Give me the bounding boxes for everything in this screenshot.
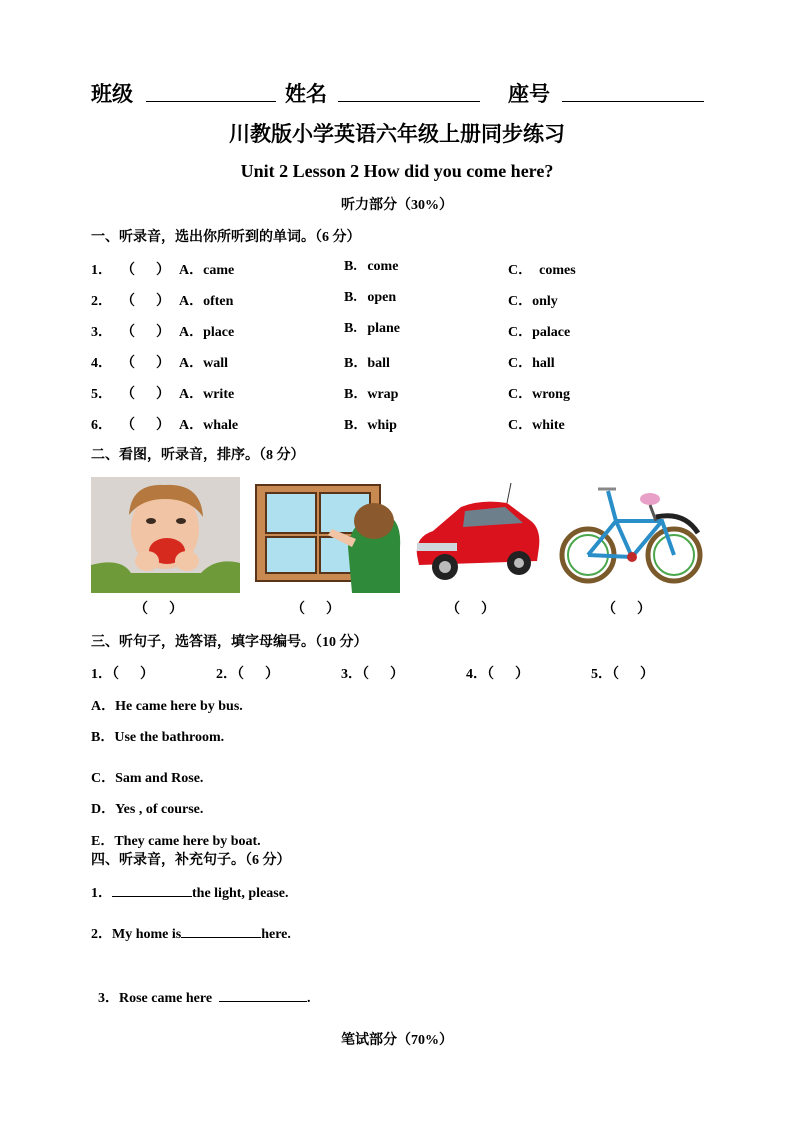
s4-item-3-num: 3． (98, 991, 119, 1006)
q-option-a-3: A．place (179, 325, 235, 340)
q-option-c-2: C．only (508, 294, 558, 309)
s4-item-2-num: 2． (91, 927, 112, 942)
q-option-b-1: B. come (344, 259, 399, 274)
boy-opening-window-icon (252, 477, 402, 593)
q-num-6: 6． (91, 418, 112, 433)
q-num-3: 3． (91, 325, 112, 340)
s3-blank-4[interactable]: 4．（ ） (466, 667, 529, 682)
q-answer-blank-1[interactable]: （ ） (121, 263, 170, 278)
class-input-line[interactable] (146, 101, 276, 102)
boy-eating-apple-icon (91, 477, 240, 593)
s4-item-2-blank[interactable] (181, 937, 261, 938)
s4-item-3-blank[interactable] (219, 1001, 307, 1002)
q-answer-blank-2[interactable]: （ ） (121, 294, 170, 309)
q-option-b-5: B．wrap (344, 387, 399, 402)
section4-heading: 四、听录音，补充句子。（6 分） (91, 853, 291, 868)
listening-title: 听力部分（30%） (341, 198, 453, 213)
bicycle-icon (558, 477, 706, 593)
section3-heading: 三、听句子，选答语，填字母编号。（10 分） (91, 635, 368, 650)
class-label: 班级 (91, 82, 133, 106)
unit-title: Unit 2 Lesson 2 How did you come here? (240, 161, 554, 181)
q-option-c-4: C．hall (508, 356, 555, 371)
s4-item-2-pre: My home is (112, 927, 182, 942)
s4-item-1-post: the light, please. (192, 886, 289, 901)
q-option-a-2: A．often (179, 294, 234, 309)
s3-option-c: C．Sam and Rose. (91, 771, 204, 786)
q-option-a-6: A．whale (179, 418, 239, 433)
q-num-2: 2． (91, 294, 112, 309)
s4-item-3-pre: Rose came here (119, 991, 216, 1006)
q-option-c-6: C．white (508, 418, 565, 433)
s4-item-3 (91, 971, 311, 1007)
s4-item-3-post: . (307, 991, 311, 1006)
q-num-5: 5． (91, 387, 112, 402)
q-num-1: 1． (91, 263, 112, 278)
q-option-c-3: C．palace (508, 325, 571, 340)
q-option-a-5: A．write (179, 387, 235, 402)
seat-input-line[interactable] (562, 101, 704, 102)
s4-item-2-post: here. (261, 927, 291, 942)
s4-item-1 (91, 882, 288, 902)
q-answer-blank-6[interactable]: （ ） (121, 418, 170, 433)
q-option-b-3: B. plane (344, 321, 401, 336)
s3-option-d: D．Yes , of course. (91, 802, 204, 817)
q-option-b-6: B．whip (344, 418, 397, 433)
name-input-line[interactable] (338, 101, 480, 102)
q-option-a-4: A．wall (179, 356, 228, 371)
q-answer-blank-4[interactable]: （ ） (121, 356, 170, 371)
q-option-c-5: C．wrong (508, 387, 570, 402)
s3-blank-3[interactable]: 3．（ ） (341, 667, 404, 682)
q-option-b-4: B．ball (344, 356, 390, 371)
q-option-b-2: B. open (344, 290, 397, 305)
picture4-blank[interactable]: （ ） (602, 602, 651, 617)
s3-blank-5[interactable]: 5．（ ） (591, 667, 654, 682)
written-section-title: 笔试部分（70%） (341, 1033, 453, 1048)
s4-item-2 (91, 923, 291, 943)
picture3-blank[interactable]: （ ） (446, 602, 495, 617)
section2-heading: 二、看图，听录音，排序。（8 分） (91, 448, 305, 463)
q-answer-blank-3[interactable]: （ ） (121, 325, 170, 340)
s4-item-1-num: 1． (91, 886, 112, 901)
red-car-icon (411, 477, 543, 593)
q-answer-blank-5[interactable]: （ ） (121, 387, 170, 402)
name-label: 姓名 (285, 82, 327, 106)
s3-blank-2[interactable]: 2．（ ） (216, 667, 279, 682)
picture1-blank[interactable]: （ ） (134, 602, 183, 617)
s4-item-1-blank[interactable] (112, 896, 192, 897)
seat-label: 座号 (508, 82, 550, 106)
q-num-4: 4． (91, 356, 112, 371)
picture2-blank[interactable]: （ ） (291, 602, 340, 617)
s3-blank-1[interactable]: 1．（ ） (91, 667, 154, 682)
s3-option-b: B．Use the bathroom. (91, 730, 225, 745)
s3-option-e: E．They came here by boat. (91, 834, 261, 849)
section1-heading: 一、听录音，选出你所听到的单词。（6 分） (91, 230, 361, 245)
q-option-a-1: A．came (179, 263, 235, 278)
page-title: 川教版小学英语六年级上册同步练习 (229, 122, 565, 146)
q-option-c-1: C． comes (508, 263, 576, 278)
s3-option-a: A．He came here by bus. (91, 699, 243, 714)
